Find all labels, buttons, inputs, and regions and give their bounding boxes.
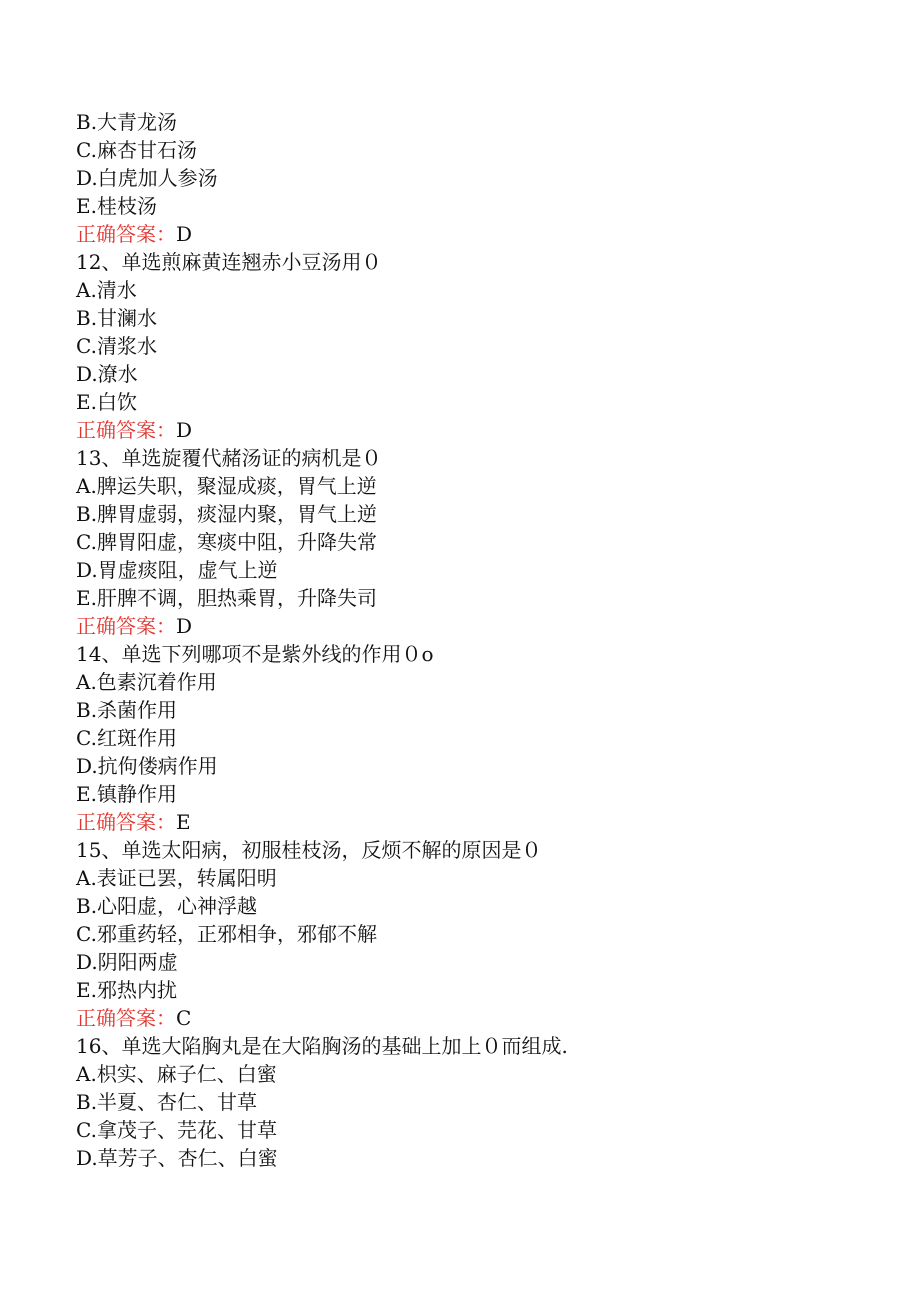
option-c: C.清浆水	[76, 334, 157, 358]
answer-value: D	[176, 222, 193, 246]
option-d: D.胃虚痰阻，虚气上逆	[76, 558, 278, 582]
option-a: A.枳实、麻子仁、白蜜	[76, 1062, 277, 1086]
option-c: C.邪重药轻，正邪相争，邪郁不解	[76, 922, 377, 946]
option-e: E.邪热内扰	[76, 978, 177, 1002]
option-d: D.抗佝偻病作用	[76, 754, 218, 778]
option-a: A.表证已罢，转属阳明	[76, 866, 277, 890]
question-text: 16、单选大陷胸丸是在大陷胸汤的基础上加上０而组成.	[76, 1034, 568, 1058]
option-e: E.镇静作用	[76, 782, 177, 806]
question-block	[76, 248, 876, 444]
option-d: D.白虎加人参汤	[76, 166, 218, 190]
answer-line	[76, 1004, 876, 1032]
option-c: C.拿茂子、芫花、甘草	[76, 1118, 277, 1142]
question-block	[76, 836, 876, 1032]
question-block	[76, 108, 876, 248]
option-e: E.肝脾不调，胆热乘胃，升降失司	[76, 586, 377, 610]
answer-line	[76, 612, 876, 640]
document-page	[76, 108, 876, 1172]
option-b: B.脾胃虚弱，痰湿内聚，胃气上逆	[76, 502, 378, 526]
option-a: A.清水	[76, 278, 137, 302]
option-e: E.白饮	[76, 390, 137, 414]
option-c: C.麻杏甘石汤	[76, 138, 197, 162]
option-a: A.脾运失职，聚湿成痰，胃气上逆	[76, 474, 377, 498]
question-block	[76, 1032, 876, 1172]
answer-label: 正确答案：	[76, 418, 176, 442]
option-b: B.大青龙汤	[76, 110, 178, 134]
answer-value: D	[176, 418, 193, 442]
question-text: 12、单选煎麻黄连翘赤小豆汤用０	[76, 250, 382, 274]
option-b: B.杀菌作用	[76, 698, 178, 722]
option-b: B.半夏、杏仁、甘草	[76, 1090, 258, 1114]
option-e: E.桂枝汤	[76, 194, 157, 218]
answer-label: 正确答案：	[76, 222, 176, 246]
question-text: 15、单选太阳病，初服桂枝汤，反烦不解的原因是０	[76, 838, 542, 862]
answer-value: D	[176, 614, 193, 638]
answer-value: C	[176, 1006, 192, 1030]
answer-label: 正确答案：	[76, 810, 176, 834]
question-text: 13、单选旋覆代赭汤证的病机是０	[76, 446, 382, 470]
option-c: C.脾胃阳虚，寒痰中阻，升降失常	[76, 530, 377, 554]
answer-label: 正确答案：	[76, 1006, 176, 1030]
option-d: D.潦水	[76, 362, 138, 386]
answer-line	[76, 220, 876, 248]
question-block	[76, 640, 876, 836]
answer-line	[76, 416, 876, 444]
option-b: B.心阳虚，心神浮越	[76, 894, 258, 918]
answer-value: E	[176, 810, 191, 834]
option-a: A.色素沉着作用	[76, 670, 217, 694]
option-d: D.阴阳两虚	[76, 950, 178, 974]
answer-line	[76, 808, 876, 836]
option-d: D.草芳子、杏仁、白蜜	[76, 1146, 278, 1170]
option-c: C.红斑作用	[76, 726, 177, 750]
answer-label: 正确答案：	[76, 614, 176, 638]
option-b: B.甘澜水	[76, 306, 158, 330]
question-block	[76, 444, 876, 640]
question-text: 14、单选下列哪项不是紫外线的作用０o	[76, 642, 434, 666]
